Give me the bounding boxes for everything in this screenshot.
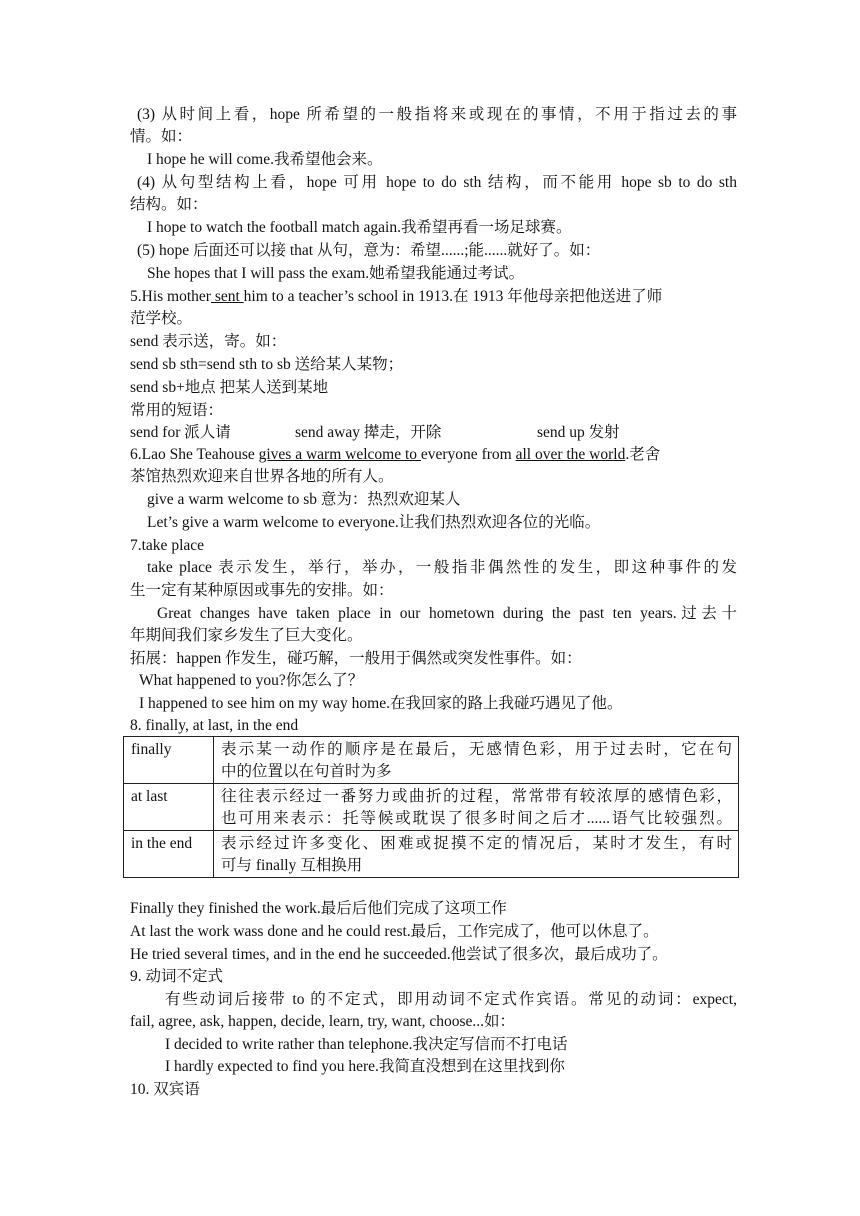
welcome-title-part-c: .老舍 [625,446,661,463]
table-desc-line2: 也可用来表示：托等候或耽误了很多时间之后才......语气比较强烈。 [221,810,732,827]
welcome-title-part-b: everyone from [420,446,516,463]
send-title-underlined: sent [210,288,244,305]
take-place-extension: 拓展：happen 作发生，碰巧解，一般用于偶然或突发性事件。如： [130,650,582,667]
take-place-example-line2: 年期间我们家乡发生了巨大变化。 [130,627,363,644]
double-object-title: 10. 双宾语 [130,1081,200,1098]
take-place-example-line1: Great changes have taken place in our hometown during the past ten years.过去十 [157,605,737,622]
welcome-title-line1 [130,444,660,466]
send-title-line2: 范学校。 [130,310,193,327]
finally-title: 8. finally, at last, in the end [130,717,299,734]
infinitive-desc-line1: 有些动词后接带 to 的不定式，即用动词不定式作宾语。常见的动词：expect, [165,991,737,1008]
table-term: at last [124,784,214,831]
welcome-title-part-a: 6.Lao She Teahouse [130,446,259,463]
finally-example-2: At last the work wass done and he could rest.最后，工作完成了，他可以休息了。 [130,923,659,940]
take-place-title: 7.take place [130,537,205,554]
happen-example-2: I happened to see him on my way home.在我回家的路上我碰巧遇见了他。 [139,695,623,712]
take-place-desc-line1: take place 表示发生，举行，举办，一般指非偶然性的发生，即这种事件的发 [147,559,737,576]
welcome-title-underlined-1: gives a warm welcome to [258,446,421,463]
infinitive-title: 9. 动词不定式 [130,968,224,985]
hope-example-3: She hopes that I will pass the exam.她希望我能通过考试。 [147,265,525,282]
table-desc-line2: 可与 finally 互相换用 [221,857,363,874]
table-desc-line1: 表示某一动作的顺序是在最后，无感情色彩，用于过去时，它在句 [221,741,732,758]
table-desc [214,784,739,831]
table-desc [214,831,739,878]
infinitive-example-1: I decided to write rather than telephone.我决定写信而不打电话 [165,1036,568,1053]
send-title-part-a: 5.His mother [130,288,211,305]
happen-example-1: What happened to you?你怎么了？ [139,672,364,689]
table-row [124,831,739,878]
send-pattern-1: send sb sth=send sth to sb 送给某人某物； [130,356,404,373]
send-pattern-2: send sb+地点 把某人送到某地 [130,379,329,396]
infinitive-desc-line2: fail, agree, ask, happen, decide, learn, try, want, choose...如： [130,1013,516,1030]
hope-point-4-line2: 结构。如： [130,196,208,213]
send-phrase-1: send for 派人请 [130,424,231,441]
hope-point-4-line1: (4) 从句型结构上看，hope 可用 hope to do sth 结构，而不能用 hope sb to do sth [137,174,737,191]
hope-point-3-line2: 情。如： [130,128,193,145]
send-title-line1 [130,286,737,308]
send-phrase-3: send up 发射 [537,424,620,441]
send-meaning: send 表示送，寄。如： [130,333,287,350]
table-desc-line1: 往往表示经过一番努力或曲折的过程，常常带有较浓厚的感情色彩， [221,788,732,805]
infinitive-example-2: I hardly expected to find you here.我简直没想到在这里找到你 [165,1058,565,1075]
welcome-example: Let’s give a warm welcome to everyone.让我们热烈欢迎各位的光临。 [147,514,601,531]
finally-example-1: Finally they finished the work.最后后他们完成了这项工作 [130,900,507,917]
welcome-title-underlined-2: all over the world [515,446,626,463]
table-desc-line2: 中的位置以在句首时为多 [221,763,392,780]
finally-comparison-table [123,736,739,878]
welcome-title-line2: 茶馆热烈欢迎来自世界各地的所有人。 [130,468,394,485]
send-phrases-label: 常用的短语： [130,402,224,419]
table-term: in the end [124,831,214,878]
table-desc-line1: 表示经过许多变化、困难或捉摸不定的情况后，某时才发生，有时 [221,835,732,852]
hope-example-1: I hope he will come.我希望他会来。 [147,151,383,168]
hope-example-2: I hope to watch the football match again.我希望再看一场足球赛。 [147,219,572,236]
send-title-part-b: him to a teacher’s school in 1913.在 1913 年他母亲把他送进了师 [243,288,663,305]
table-desc [214,737,739,784]
table-row [124,737,739,784]
hope-point-5: (5) hope 后面还可以接 that 从句，意为：希望......;能......就好了。如： [137,242,601,259]
send-phrase-2: send away 撵走，开除 [295,424,442,441]
table-term: finally [124,737,214,784]
welcome-meaning: give a warm welcome to sb 意为：热烈欢迎某人 [147,491,461,508]
finally-example-3: He tried several times, and in the end he succeeded.他尝试了很多次，最后成功了。 [130,946,668,963]
hope-point-3-line1: (3) 从时间上看，hope 所希望的一般指将来或现在的事情，不用于指过去的事 [137,106,737,123]
table-row [124,784,739,831]
take-place-desc-line2: 生一定有某种原因或事先的安排。如： [130,582,394,599]
